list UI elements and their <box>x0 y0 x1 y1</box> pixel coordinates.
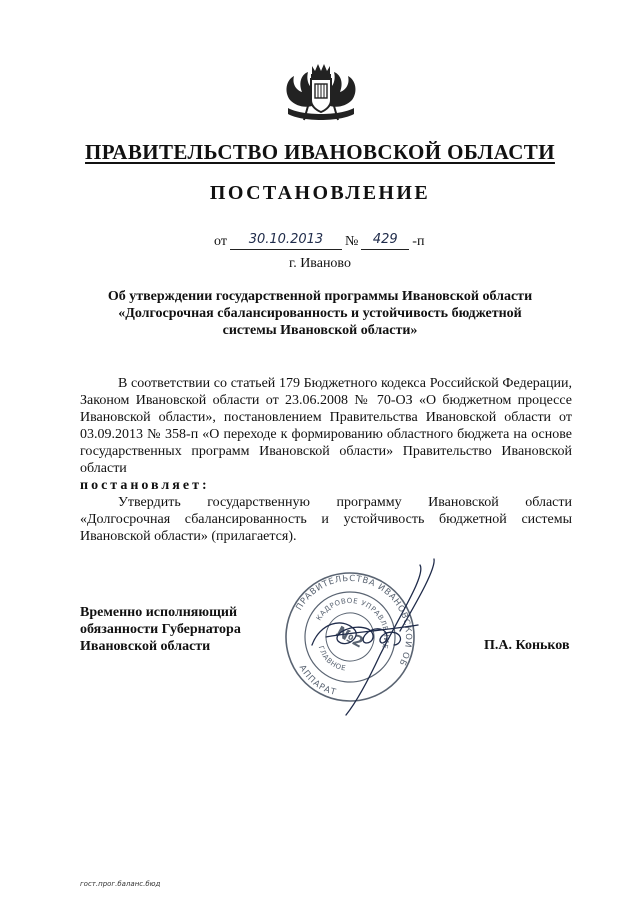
subject-line: Об утверждении государственной программы Ивановской области <box>107 289 533 304</box>
date-prefix: от <box>214 234 227 249</box>
signatory-name: П.А. Коньков <box>484 638 570 653</box>
government-title: ПРАВИТЕЛЬСТВО ИВАНОВСКОЙ ОБЛАСТИ <box>85 140 555 164</box>
body-paragraph: В соответствии со статьей 179 Бюджетного кодекса Российской Федерации, Законом Ивановской области от 23.06.2008 № 70-ОЗ «О бюджетном процессе Ивановской области», постановлением Правительства Ивановской области от 03.09.2013 № 358-п «О переходе к формированию областного бюджета на основе государственных программ Ивановской области» Правительство Ивановской области <box>80 376 572 476</box>
official-stamp <box>250 545 450 730</box>
subject-line: «Долгосрочная сбалансированность и устойчивость бюджетной <box>118 306 522 321</box>
number-prefix: № <box>344 234 359 249</box>
position-line: обязанности Губернатора <box>80 622 241 637</box>
document-number: 429 <box>361 232 409 250</box>
stamp-inner-bottom: ГЛАВНОЕ <box>316 644 347 673</box>
signatory-position <box>80 604 241 655</box>
date-number-line <box>214 232 424 250</box>
stamp-text-top: ПРАВИТЕЛЬСТВА ИВАНОВСКОЙ ОБЛАСТИ <box>294 573 414 668</box>
position-line: Временно исполняющий <box>80 605 238 620</box>
body-paragraph: Утвердить государственную программу Ивановской области «Долгосрочная сбалансированность и устойчивость бюджетной системы Ивановской области» (прилагается). <box>80 495 572 544</box>
decree-word: постановляет: <box>80 478 210 493</box>
position-line: Ивановской области <box>80 639 211 654</box>
document-city: г. Иваново <box>289 256 351 271</box>
stamp-inner-top: КАДРОВОЕ УПРАВЛЕНИЕ <box>314 596 391 650</box>
number-suffix: -п <box>412 234 425 249</box>
document-body <box>80 375 572 545</box>
document-date: 30.10.2013 <box>230 232 342 250</box>
document-type: ПОСТАНОВЛЕНИЕ <box>209 182 431 204</box>
subject-line: системы Ивановской области» <box>222 323 418 338</box>
coat-of-arms-icon <box>282 62 360 122</box>
stamp-text-bottom: АППАРАТ <box>296 663 338 699</box>
stamp-number: №2 <box>333 622 367 652</box>
file-label: гост.прог.баланс.бюд <box>80 880 161 888</box>
document-subject <box>80 288 560 339</box>
